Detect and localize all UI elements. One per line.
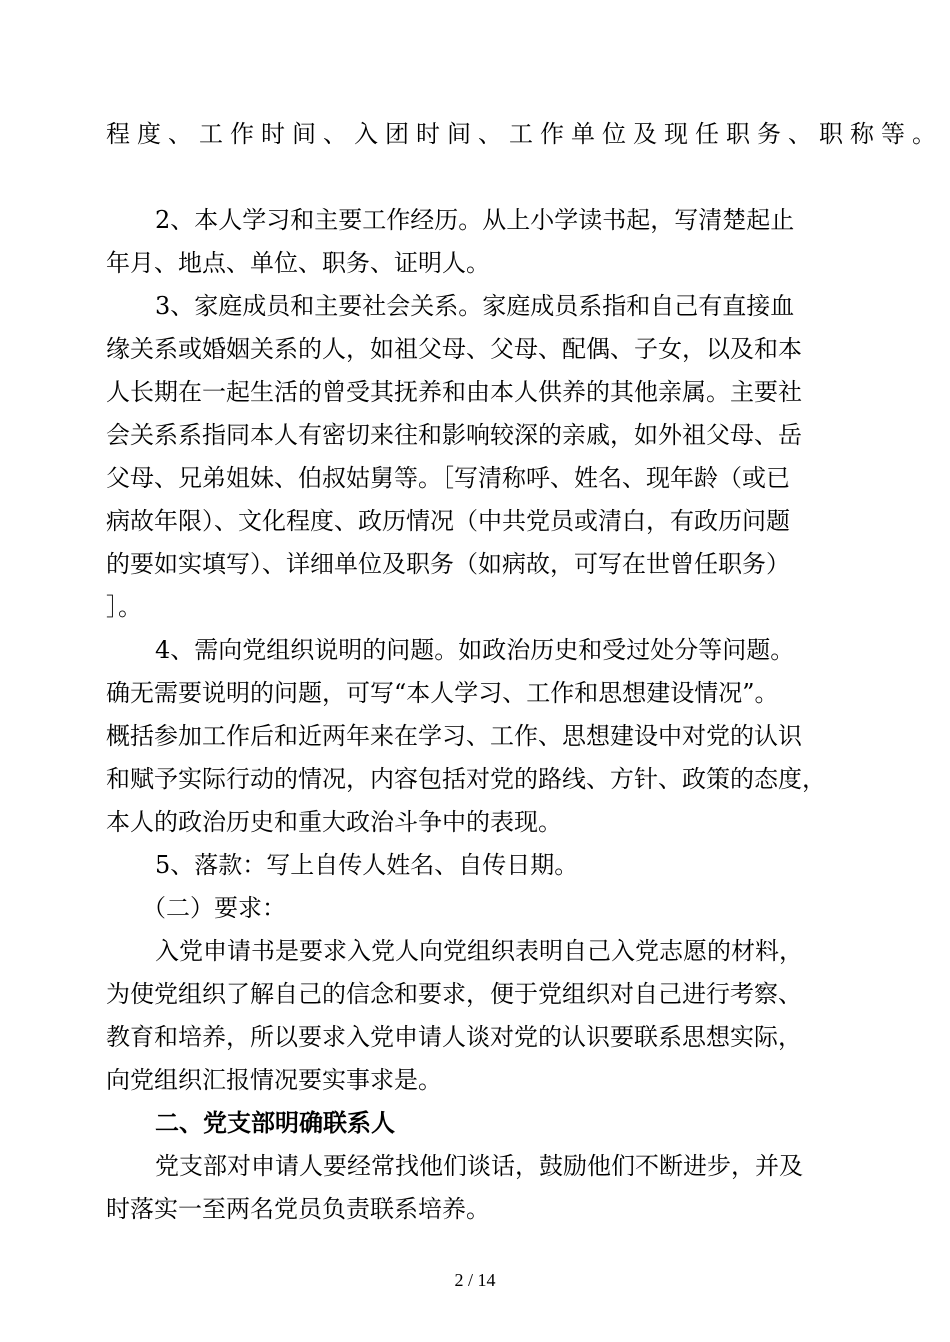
paragraph-line: 教育和培养，所以要求入党申请人谈对党的认识要联系思想实际，	[106, 1023, 802, 1051]
paragraph-line: 本人的政治历史和重大政治斗争中的表现。	[106, 808, 562, 836]
paragraph-line: 2、本人学习和主要工作经历。从上小学读书起，写清楚起止	[155, 206, 795, 234]
paragraph-line: 病故年限）、文化程度、政历情况（中共党员或清白，有政历问题	[106, 507, 790, 535]
paragraph-line: 入党申请书是要求入党人向党组织表明自己入党志愿的材料，	[155, 937, 803, 965]
paragraph-line: 年月、地点、单位、职务、证明人。	[106, 249, 490, 277]
paragraph-line: ］。	[106, 593, 142, 621]
paragraph-line: 和赋予实际行动的情况，内容包括对党的路线、方针、政策的态度，	[106, 765, 826, 793]
paragraph-line: 3、家庭成员和主要社会关系。家庭成员系指和自己有直接血	[155, 292, 795, 320]
paragraph-line: 人长期在一起生活的曾受其抚养和由本人供养的其他亲属。主要社	[106, 378, 802, 406]
paragraph-line: 时落实一至两名党员负责联系培养。	[106, 1195, 490, 1223]
paragraph-line: 确无需要说明的问题，可写“本人学习、工作和思想建设情况”。	[106, 679, 779, 707]
paragraph-line: 4、需向党组织说明的问题。如政治历史和受过处分等问题。	[155, 636, 795, 664]
page-number: 2 / 14	[454, 1270, 496, 1290]
paragraph-line: 缘关系或婚姻关系的人，如祖父母、父母、配偶、子女，以及和本	[106, 335, 802, 363]
paragraph-line: 党支部对申请人要经常找他们谈话，鼓励他们不断进步，并及	[155, 1152, 803, 1180]
paragraph-line: 概括参加工作后和近两年来在学习、工作、思想建设中对党的认识	[106, 722, 802, 750]
section-heading: 二、党支部明确联系人	[155, 1109, 395, 1137]
paragraph-line: 向党组织汇报情况要实事求是。	[106, 1066, 442, 1094]
paragraph-line: 的要如实填写）、详细单位及职务（如病故，可写在世曾任职务）	[106, 550, 790, 578]
paragraph-line: 父母、兄弟姐妹、伯叔姑舅等。［写清称呼、姓名、现年龄（或已	[106, 464, 790, 492]
subheading: （二）要求：	[142, 894, 286, 922]
paragraph-line: 会关系系指同本人有密切来往和影响较深的亲戚，如外祖父母、岳	[106, 421, 802, 449]
paragraph-line: 程度、工作时间、入团时间、工作单位及现任职务、职称等。	[106, 120, 943, 148]
paragraph-line: 5、落款：写上自传人姓名、自传日期。	[155, 851, 579, 879]
paragraph-line: 为使党组织了解自己的信念和要求，便于党组织对自己进行考察、	[106, 980, 802, 1008]
